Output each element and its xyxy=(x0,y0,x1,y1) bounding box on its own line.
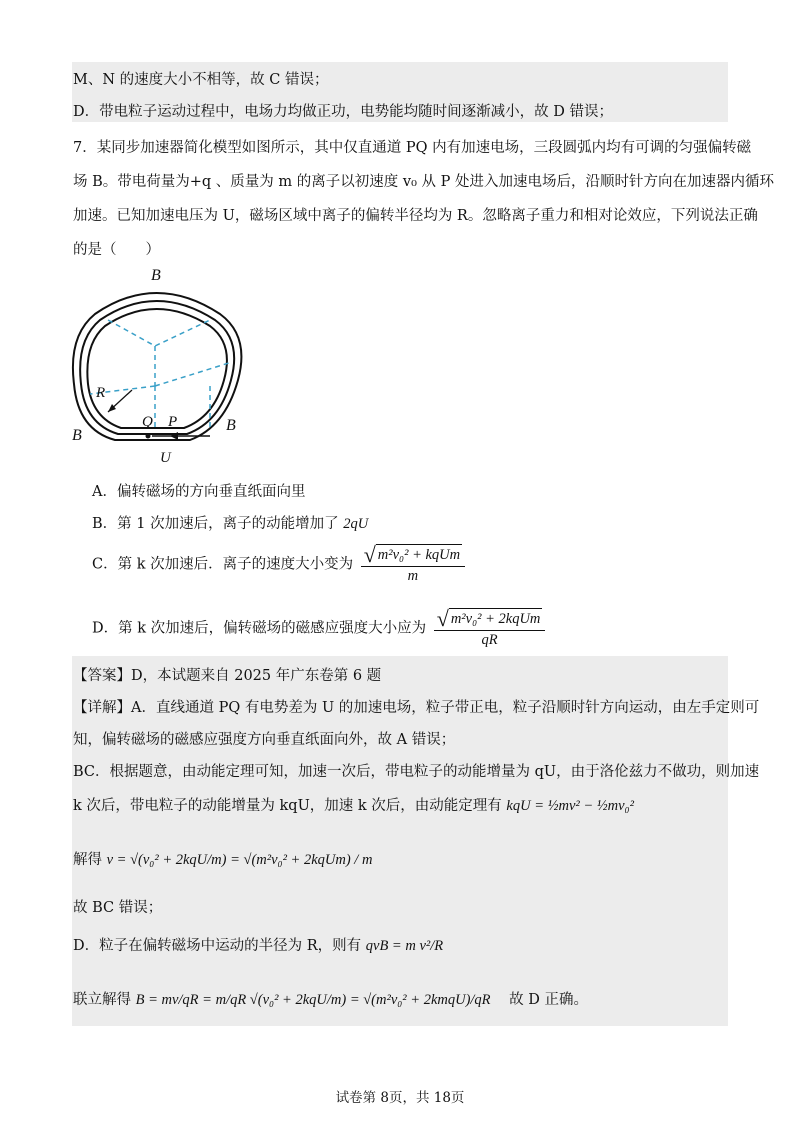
fig-label-P: P xyxy=(168,414,178,430)
option-c-text: C．第 k 次加速后．离子的速度大小变为 xyxy=(92,556,354,573)
option-b xyxy=(92,512,368,533)
question-line-2: 场 B。带电荷量为+q 、质量为 m 的离子以初速度 v₀ 从 P 处进入加速电场后，沿顺时针方向在加速器内循环 xyxy=(73,174,774,190)
option-d xyxy=(92,608,548,649)
solve-text: 解得 xyxy=(73,852,102,868)
option-a: A．偏转磁场的方向垂直纸面向里 xyxy=(92,484,306,500)
option-c xyxy=(92,544,468,585)
final-line xyxy=(73,988,588,1009)
fig-label-R: R xyxy=(96,385,106,401)
option-d-text: D．第 k 次加速后，偏转磁场的磁感应强度大小应为 xyxy=(92,620,427,637)
bc-wrong-line: 故 BC 错误； xyxy=(73,900,163,916)
option-c-numerator: m²v₀² + kqUm xyxy=(376,544,462,566)
detail-line-1: 【详解】A．直线通道 PQ 有电势差为 U 的加速电场，粒子带正电，粒子沿顺时针方向运动，由左手定则可 xyxy=(73,700,760,716)
final-text: 联立解得 xyxy=(73,992,131,1008)
detail-line-2: 知，偏转磁场的磁感应强度方向垂直纸面向外，故 A 错误； xyxy=(73,732,456,748)
prev-line-1: M、N 的速度大小不相等，故 C 错误； xyxy=(73,72,329,88)
solve-line xyxy=(73,848,372,869)
accelerator-figure xyxy=(60,262,260,472)
page-footer: 试卷第 8页，共 18页 xyxy=(335,1090,465,1106)
final-math: B = mv/qR = m/qR √(v₀² + 2kqU/m) = √(m²v₀² + 2kmqU)/qR xyxy=(135,992,491,1008)
option-c-fraction: √ m²v₀² + kqUm m xyxy=(361,544,465,585)
answer-line: 【答案】D，本试题来自 2025 年广东卷第 6 题 xyxy=(73,668,382,684)
question-line-4: 的是（ ） xyxy=(73,242,160,258)
d-line xyxy=(73,934,443,955)
question-line-3: 加速。已知加速电压为 U，磁场区域中离子的偏转半径均为 R。忽略离子重力和相对论效应，下列说法正确 xyxy=(73,208,758,224)
detail-line-3: BC．根据题意，由动能定理可知，加速一次后，带电粒子的动能增量为 qU，由于洛伦兹力不做功，则加速 xyxy=(73,764,760,780)
fig-label-Q: Q xyxy=(142,414,153,430)
d-line-text: D．粒子在偏转磁场中运动的半径为 R，则有 xyxy=(73,938,362,954)
fig-label-U: U xyxy=(160,450,171,466)
prev-line-2: D．带电粒子运动过程中，电场力均做正功，电势能均随时间逐渐减小，故 D 错误； xyxy=(73,104,613,120)
detail-line-4-text: k 次后，带电粒子的动能增量为 kqU，加速 k 次后，由动能定理有 xyxy=(73,798,502,814)
solve-math: v = √(v₀² + 2kqU/m) = √(m²v₀² + 2kqUm) / m xyxy=(106,852,373,868)
fig-label-B-top: B xyxy=(151,267,161,284)
option-d-numerator: m²v₀² + 2kqUm xyxy=(449,608,543,630)
option-b-text: B．第 1 次加速后，离子的动能增加了 xyxy=(92,516,339,532)
option-c-denominator: m xyxy=(407,568,419,584)
d-line-math: qvB = m v²/R xyxy=(365,938,444,954)
option-d-fraction: √ m²v₀² + 2kqUm qR xyxy=(434,608,546,649)
detail-line-4 xyxy=(73,794,634,815)
fig-label-B-right: B xyxy=(226,417,236,434)
detail-line-4-math: kqU = ½mv² − ½mv₀² xyxy=(506,798,634,814)
option-b-math: 2qU xyxy=(343,516,369,532)
option-d-denominator: qR xyxy=(481,632,498,648)
fig-label-B-left: B xyxy=(72,427,82,444)
question-line-1: 7．某同步加速器简化模型如图所示，其中仅直通道 PQ 内有加速电场，三段圆弧内均有可调的匀强偏转磁 xyxy=(73,140,752,156)
final-conclusion: 故 D 正确。 xyxy=(509,992,588,1008)
